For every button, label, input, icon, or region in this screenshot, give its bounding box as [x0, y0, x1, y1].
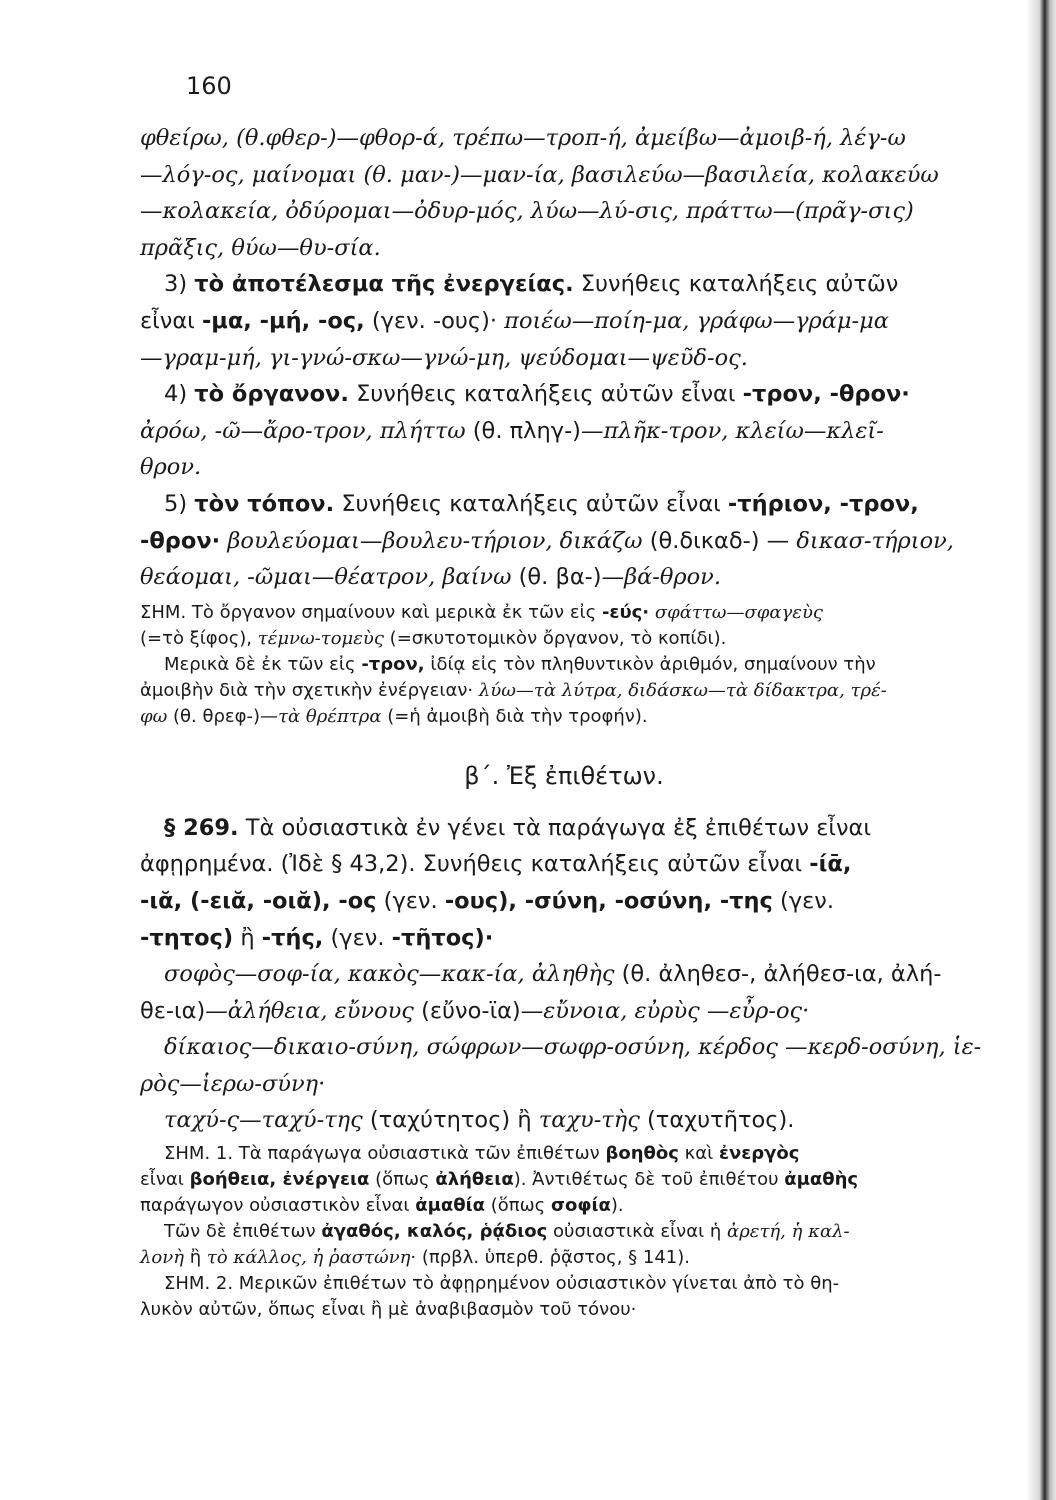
note-line: παράγωγον οὐσιαστικὸν εἶναι ἀμαθία (ὅπως σοφία). [140, 1195, 624, 1217]
note-line: φω (θ. θρεφ-)—τὰ θρέπτρα (=ἡ ἀμοιβὴ διὰ τὴν τροφήν). [140, 705, 648, 727]
text-line: θεάομαι, -ῶμαι—θέατρον, βαίνω (θ. βα-)—βά-θρον. [140, 564, 722, 591]
text-line: θρον. [140, 454, 202, 481]
text-line: -θρον· βουλεύομαι—βουλευ-τήριον, δικάζω (θ.δικαδ-) — δικασ-τήριον, [140, 527, 954, 554]
text-line: πρᾶξις, θύω—θυ-σία. [140, 234, 381, 261]
note-line: (=τὸ ξίφος), τέμνω-τομεὺς (=σκυτοτομικὸν ὄργανον, τὸ κοπίδι). [140, 627, 727, 649]
text-line: -τητος) ἢ -τής, (γεν. -τῆτος)· [140, 924, 494, 951]
examples-block [140, 956, 988, 1139]
text-line: 4) τὸ ὄργανον. Συνήθεις καταλήξεις αὐτῶν εἶναι -τρον, -θρον· [164, 381, 910, 408]
note-line: Μερικὰ δὲ ἐκ τῶν εἰς -τρον, ἰδίᾳ εἰς τὸν πληθυντικὸν ἀριθμόν, σημαίνουν τὴν [164, 653, 876, 675]
page-number: 160 [186, 72, 232, 100]
text-line: —κολακεία, ὀδύρομαι—ὀδυρ-μός, λύω—λύ-σις, πράττω—(πρᾶγ-σις) [140, 198, 914, 225]
note-line: ἀμοιβὴν διὰ τὴν σχετικὴν ἐνέργειαν· λύω—τὰ λύτρα, διδάσκω—τὰ δίδακτρα, τρέ- [140, 679, 887, 701]
text-line: ρὸς—ἱερω-σύνη· [140, 1070, 326, 1097]
item-instrument [140, 376, 988, 486]
note-line: Τῶν δὲ ἐπιθέτων ἀγαθός, καλός, ῥᾴδιος οὐσιαστικὰ εἶναι ἡ ἀρετή, ἡ καλ- [164, 1221, 850, 1243]
note-line: ΣΗΜ. Τὸ ὄργανον σημαίνουν καὶ μερικὰ ἐκ τῶν εἰς -εύς· σφάττω—σφαγεὺς [140, 601, 823, 623]
note-1-adjectives [140, 1141, 988, 1271]
paragraph-continued [140, 120, 988, 266]
page-body [140, 120, 988, 1323]
note-line: λονὴ ἢ τὸ κάλλος, ἡ ῥαστώνη· (πρβλ. ὑπερθ. ῥᾷστος, § 141). [140, 1247, 691, 1269]
text-line: φθείρω, (θ.φθερ-)—φθορ-ά, τρέπω—τροπ-ή, ἀμείβω—ἀμοιβ-ή, λέγ-ω [140, 125, 906, 151]
paragraph-269 [140, 810, 988, 956]
text-line: θε-ια)—ἀλήθεια, εὔνους (εὔνο-ϊα)—εὔνοια, εὐρὺς —εὖρ-ος· [140, 997, 810, 1024]
note-line: εἶναι βοήθεια, ἐνέργεια (ὅπως ἀλήθεια). Ἀντιθέτως δὲ τοῦ ἐπιθέτου ἀμαθὴς [140, 1169, 859, 1191]
note-2-feminine [140, 1271, 988, 1323]
note-line: λυκὸν αὐτῶν, ὅπως εἶναι ἢ μὲ ἀναβιβασμὸν τοῦ τόνου· [140, 1299, 637, 1321]
text-line: —λόγ-ος, μαίνομαι (θ. μαν-)—μαν-ία, βασιλεύω—βασιλεία, κολακεύω [140, 161, 939, 188]
text-line: ἀρόω, -ῶ—ἄρο-τρον, πλήττω (θ. πληγ-)—πλῆκ-τρον, κλείω—κλεῖ- [140, 417, 884, 444]
text-line: σοφὸς—σοφ-ία, κακὸς—κακ-ία, ἀληθὴς (θ. ἀληθεσ-, ἀλήθεσ-ια, ἀλή- [164, 961, 942, 988]
text-line: 5) τὸν τόπον. Συνήθεις καταλήξεις αὐτῶν εἶναι -τήριον, -τρον, [164, 490, 919, 517]
text-line: ἀφῃρημένα. (Ἰδὲ § 43,2). Συνήθεις καταλήξεις αὐτῶν εἶναι -ίᾱ, [140, 851, 852, 878]
item-result-of-action [140, 266, 988, 376]
page-edge-shadow [1026, 0, 1056, 1500]
text-line: § 269. Τὰ οὐσιαστικὰ ἐν γένει τὰ παράγωγα ἐξ ἐπιθέτων εἶναι [164, 814, 871, 841]
item-place [140, 486, 988, 596]
section-heading: β΄. Ἐξ ἐπιθέτων. [464, 761, 664, 790]
note-instrument [140, 600, 988, 730]
text-line: δίκαιος—δικαιο-σύνη, σώφρων—σωφρ-οσύνη, κέρδος —κερδ-οσύνη, ἱε- [164, 1034, 982, 1061]
text-line: —γραμ-μή, γι-γνώ-σκω—γνώ-μη, ψεύδομαι—ψεῦδ-ος. [140, 344, 748, 371]
text-line: εἶναι -μα, -μή, -ος, (γεν. -ους)· ποιέω—ποίη-μα, γράφω—γράμ-μα [140, 307, 889, 334]
text-line: ταχύ-ς—ταχύ-της (ταχύτητος) ἢ ταχυ-τὴς (ταχυτῆτος). [164, 1107, 795, 1134]
note-line: ΣΗΜ. 2. Μερικῶν ἐπιθέτων τὸ ἀφῃρημένον οὐσιαστικὸν γίνεται ἀπὸ τὸ θη- [164, 1273, 840, 1295]
note-line: ΣΗΜ. 1. Τὰ παράγωγα οὐσιαστικὰ τῶν ἐπιθέτων βοηθὸς καὶ ἐνεργὸς [164, 1143, 800, 1165]
text-line: -ιᾰ, (-ειᾰ, -οιᾰ), -ος (γεν. -ους), -σύνη, -οσύνη, -της (γεν. [140, 887, 835, 914]
text-line: 3) τὸ ἀποτέλεσμα τῆς ἐνεργείας. Συνήθεις καταλήξεις αὐτῶν [164, 271, 899, 298]
